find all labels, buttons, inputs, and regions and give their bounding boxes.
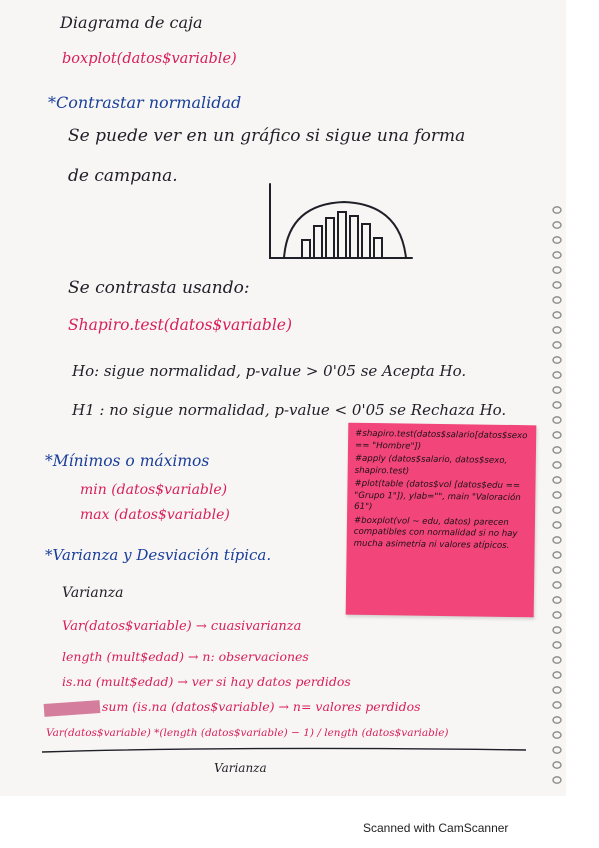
spiral-ring: [553, 237, 561, 243]
sticky-note: [346, 423, 537, 618]
spiral-ring: [553, 657, 561, 663]
spiral-ring: [553, 492, 561, 498]
spiral-ring: [553, 567, 561, 573]
boxplot-code: boxplot(datos$variable): [62, 51, 237, 67]
spiral-ring: [553, 582, 561, 588]
spiral-ring: [553, 552, 561, 558]
max-code: max (datos$variable): [80, 507, 230, 523]
h1-line: H1 : no sigue normalidad, p-value < 0'05 se Rechaza Ho.: [72, 401, 507, 419]
spiral-ring: [553, 777, 561, 783]
spiral-ring: [553, 312, 561, 318]
length-code: length (mult$edad) → n: observaciones: [62, 649, 309, 664]
spiral-ring: [553, 642, 561, 648]
variance-formula: Var(datos$variable) *(length (datos$variable) − 1) / length (datos$variable): [46, 727, 449, 739]
formula-label: Varianza: [214, 761, 267, 775]
spiral-ring: [553, 627, 561, 633]
spiral-ring: [553, 747, 561, 753]
spiral-ring: [553, 282, 561, 288]
min-code: min (datos$variable): [80, 482, 228, 498]
minmax-heading: *Mínimos o máximos: [45, 452, 210, 470]
spiral-ring: [553, 432, 561, 438]
scanner-watermark: Scanned with CamScanner: [363, 821, 509, 835]
normality-text-1: Se puede ver en un gráfico si sigue una forma: [68, 126, 466, 146]
normality-text-2: de campana.: [68, 166, 178, 186]
spiral-ring: [553, 507, 561, 513]
spiral-ring: [553, 477, 561, 483]
spiral-ring: [553, 342, 561, 348]
spiral-ring: [553, 357, 561, 363]
formula-underline: [40, 744, 530, 758]
sticky-line-apply: #apply (datos$salario, datos$sexo, shapiro.test): [354, 453, 508, 477]
sum-code: sum (is.na (datos$variable) → n= valores perdidos: [102, 699, 421, 714]
notebook-spiral-binding: [546, 0, 566, 796]
variance-heading: *Varianza y Desviación típica.: [45, 546, 272, 564]
isna-code: is.na (mult$edad) → ver si hay datos perdidos: [62, 674, 351, 689]
spiral-ring: [553, 372, 561, 378]
spiral-ring: [553, 252, 561, 258]
spiral-ring: [553, 732, 561, 738]
spiral-ring: [553, 597, 561, 603]
spiral-ring: [553, 327, 561, 333]
spiral-ring: [553, 387, 561, 393]
shapiro-code: Shapiro.test(datos$variable): [68, 316, 292, 334]
spiral-ring: [553, 762, 561, 768]
normality-heading: *Contrastar normalidad: [48, 93, 242, 112]
contrast-using: Se contrasta usando:: [68, 278, 250, 298]
bell-curve-sketch: [262, 182, 422, 267]
scribbled-out-word: [44, 700, 101, 717]
spiral-ring: [553, 462, 561, 468]
spiral-ring: [553, 717, 561, 723]
spiral-ring: [553, 402, 561, 408]
diagram-title: Diagrama de caja: [60, 13, 203, 32]
spiral-ring: [553, 207, 561, 213]
spiral-ring: [553, 297, 561, 303]
spiral-ring: [553, 267, 561, 273]
spiral-ring: [553, 672, 561, 678]
variance-label: Varianza: [62, 585, 124, 601]
spiral-ring: [553, 702, 561, 708]
spiral-ring: [553, 522, 561, 528]
sticky-line-shapiro: #shapiro.test(datos$salario[datos$sexo == "Hombre"]): [354, 428, 528, 452]
h0-line: Ho: sigue normalidad, p-value > 0'05 se Acepta Ho.: [72, 362, 467, 380]
sticky-line-plot: #plot(table (datos$vol [datos$edu == "Grupo 1"]), ylab="", main "Valoración 61"): [354, 478, 521, 513]
var-code: Var(datos$variable) → cuasivarianza: [62, 619, 302, 634]
spiral-ring: [553, 612, 561, 618]
spiral-ring: [553, 417, 561, 423]
spiral-ring: [553, 222, 561, 228]
spiral-ring: [553, 537, 561, 543]
sticky-line-boxplot: #boxplot(vol ~ edu, datos) parecen compatibles con normalidad si no hay mucha asimetría ni valores atípicos.: [353, 515, 518, 551]
spiral-ring: [553, 447, 561, 453]
spiral-ring: [553, 687, 561, 693]
